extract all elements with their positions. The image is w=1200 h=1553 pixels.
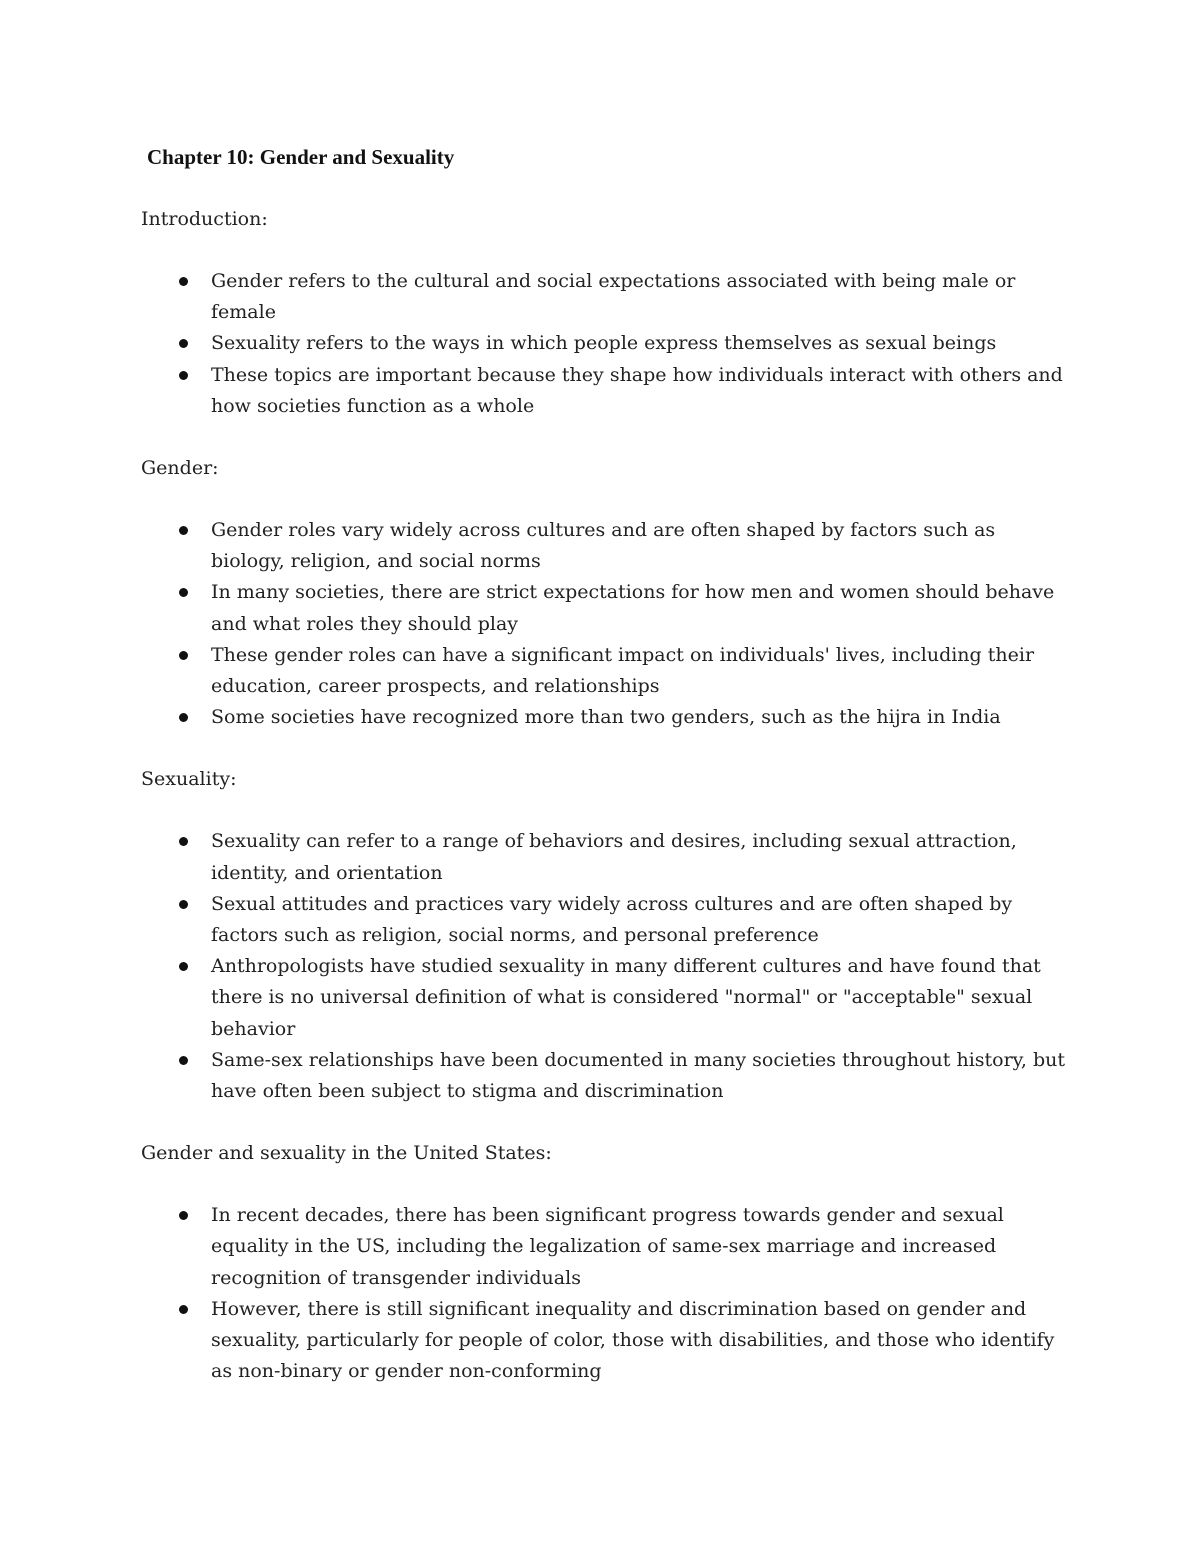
bullet-list <box>141 826 1071 1107</box>
section-heading: Gender: <box>141 457 219 480</box>
list-item-text: Gender refers to the cultural and social expectations associated with being male or female <box>211 270 1016 324</box>
list-item <box>211 951 1071 1045</box>
bullet-icon <box>179 651 188 660</box>
bullet-icon <box>179 837 188 846</box>
list-item <box>211 266 1071 328</box>
bullet-list <box>141 1200 1071 1387</box>
section-heading: Introduction: <box>141 208 268 230</box>
bullet-icon <box>179 962 188 971</box>
list-item-text: Sexual attitudes and practices vary widely across cultures and are often shaped by factors such as religion, social norms, and personal preference <box>211 892 1013 947</box>
bullet-icon <box>179 1056 188 1065</box>
bullet-icon <box>179 277 188 286</box>
list-item-text: Sexuality can refer to a range of behaviors and desires, including sexual attraction, identity, and orientation <box>211 830 1017 884</box>
list-item-text: These topics are important because they shape how individuals interact with others and how societies function as a whole <box>211 363 1063 417</box>
list-item-text: Same-sex relationships have been documented in many societies throughout history, but have often been subject to stigma and discrimination <box>211 1048 1066 1103</box>
list-item-text: Anthropologists have studied sexuality in many different cultures and have found that there is no universal definition of what is considered "normal" or "acceptable" sexual behavior <box>211 955 1041 1040</box>
bullet-icon <box>179 526 188 535</box>
list-item <box>211 1045 1071 1107</box>
list-item <box>211 640 1071 702</box>
section-heading: Sexuality: <box>141 768 237 791</box>
list-item <box>211 826 1071 888</box>
list-item-text: However, there is still significant inequality and discrimination based on gender and sexuality, particularly for people of color, those with disabilities, and those who identify as non-binary or gender non-conforming <box>211 1297 1055 1383</box>
section-united-states <box>141 1138 1071 1387</box>
bullet-icon <box>179 1211 188 1220</box>
list-item-text: Sexuality refers to the ways in which people express themselves as sexual beings <box>211 332 997 355</box>
list-item <box>211 328 1071 359</box>
bullet-icon <box>179 371 188 380</box>
bullet-icon <box>179 339 188 348</box>
list-item-text: Gender roles vary widely across cultures and are often shaped by factors such as biology, religion, and social norms <box>211 519 996 573</box>
list-item <box>211 515 1071 577</box>
list-item <box>211 1200 1071 1294</box>
list-item-text: In recent decades, there has been significant progress towards gender and sexual equality in the US, including the legalization of same-sex marriage and increased recognition of transgender individuals <box>211 1204 1004 1289</box>
section-gender <box>141 453 1071 733</box>
list-item <box>211 577 1071 639</box>
bullet-list <box>141 515 1071 733</box>
section-heading: Gender and sexuality in the United States: <box>141 1142 552 1165</box>
document-body <box>141 142 1071 1387</box>
list-item <box>211 1294 1071 1388</box>
bullet-list <box>141 266 1071 422</box>
list-item-text: Some societies have recognized more than two genders, such as the hijra in India <box>211 706 1001 729</box>
bullet-icon <box>179 713 188 722</box>
list-item <box>211 360 1071 422</box>
page-title: Chapter 10: Gender and Sexuality <box>147 145 455 169</box>
bullet-icon <box>179 1305 188 1314</box>
list-item-text: In many societies, there are strict expectations for how men and women should behave and what roles they should play <box>211 581 1055 635</box>
section-introduction <box>141 204 1071 422</box>
list-item <box>211 889 1071 951</box>
bullet-icon <box>179 588 188 597</box>
list-item-text: These gender roles can have a significant impact on individuals' lives, including their education, career prospects, and relationships <box>211 643 1035 698</box>
list-item <box>211 702 1071 733</box>
section-sexuality <box>141 764 1071 1107</box>
bullet-icon <box>179 900 188 909</box>
